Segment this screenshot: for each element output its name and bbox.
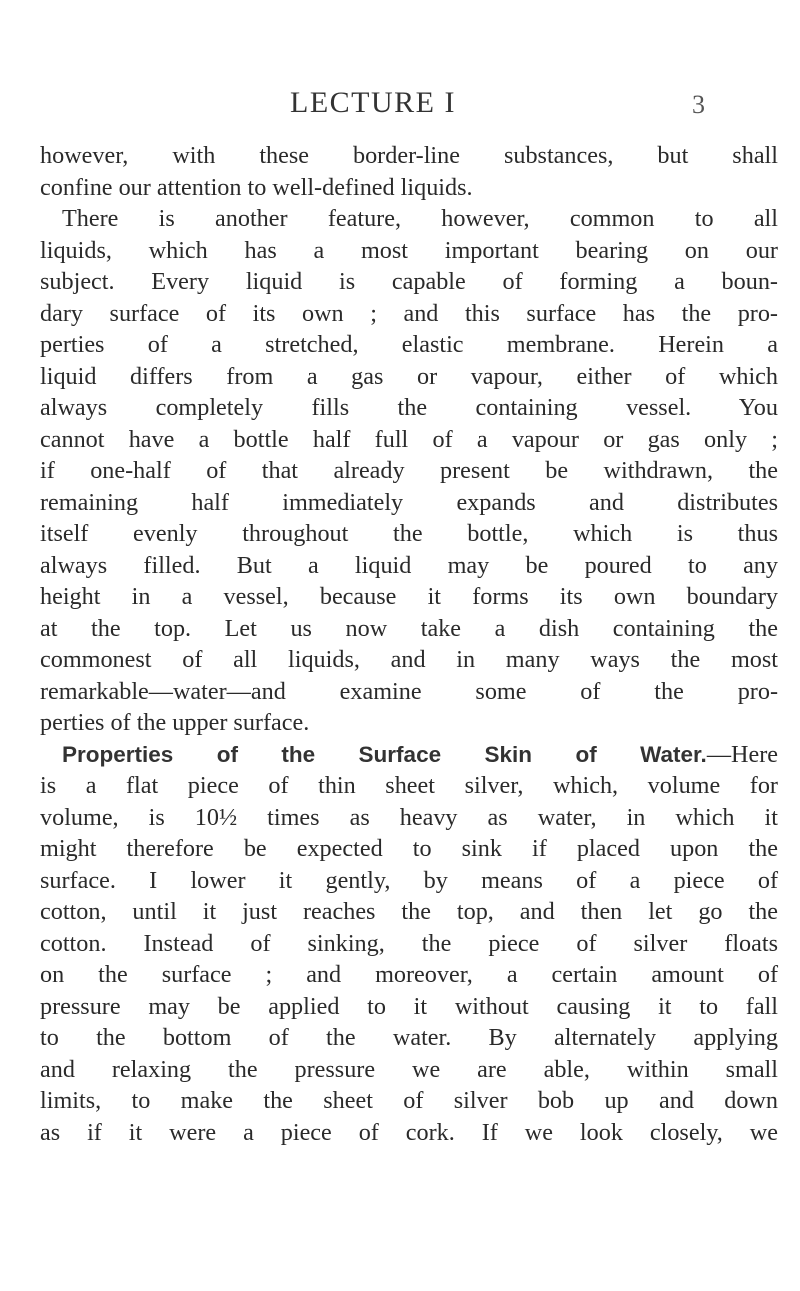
text-line: at the top. Let us now take a dish containing the xyxy=(40,614,778,642)
text-line: on the surface ; and moreover, a certain amount of xyxy=(40,961,778,988)
page-number: 3 xyxy=(692,90,705,119)
text-line: cotton, until it just reaches the top, and then let go the xyxy=(40,898,778,925)
running-head xyxy=(0,86,800,122)
section-heading: Properties of the Surface Skin of Water. xyxy=(62,741,707,767)
text-line: commonest of all liquids, and in many ways the most xyxy=(40,646,778,673)
text-line: remarkable—water—and examine some of the pro- xyxy=(40,677,778,705)
text-line: and relaxing the pressure we are able, within small xyxy=(40,1055,778,1083)
text-line: to the bottom of the water. By alternately applying xyxy=(40,1024,778,1051)
text-line: height in a vessel, because it forms its own boundary xyxy=(40,583,778,610)
text-line: limits, to make the sheet of silver bob up and down xyxy=(40,1087,778,1114)
text-line: cotton. Instead of sinking, the piece of silver floats xyxy=(40,929,778,957)
text-line: perties of the upper surface. xyxy=(40,709,310,736)
text-line: however, with these border-line substances, but shall xyxy=(40,142,778,169)
text-line: always filled. But a liquid may be poured to any xyxy=(40,551,778,579)
text-line: is a flat piece of thin sheet silver, which, volume for xyxy=(40,772,778,799)
text-line: as if it were a piece of cork. If we look closely, we xyxy=(40,1118,778,1146)
text-line: liquid differs from a gas or vapour, either of which xyxy=(40,362,778,390)
text-line: itself evenly throughout the bottle, which is thus xyxy=(40,520,778,547)
text-line: confine our attention to well-defined liquids. xyxy=(40,173,473,201)
text-line: always completely fills the containing vessel. You xyxy=(40,394,778,421)
text-line: liquids, which has a most important bearing on our xyxy=(40,236,778,264)
text-line: surface. I lower it gently, by means of a piece of xyxy=(40,866,778,894)
text-line: pressure may be applied to it without causing it to fall xyxy=(40,992,778,1020)
text-line: might therefore be expected to sink if placed upon the xyxy=(40,835,778,862)
chapter-title: LECTURE I xyxy=(290,86,456,119)
text-line: There is another feature, however, common to all xyxy=(62,205,778,232)
section-heading-tail: —Here xyxy=(706,740,778,768)
text-line: dary surface of its own ; and this surface has the pro- xyxy=(40,299,778,327)
body-text xyxy=(40,140,778,1148)
section-heading-line xyxy=(40,739,778,771)
text-line: subject. Every liquid is capable of forming a boun- xyxy=(40,268,778,295)
text-line: volume, is 10½ times as heavy as water, in which it xyxy=(40,803,778,831)
text-line: perties of a stretched, elastic membrane. Herein a xyxy=(40,331,778,358)
text-line: if one-half of that already present be withdrawn, the xyxy=(40,457,778,484)
text-line: cannot have a bottle half full of a vapour or gas only ; xyxy=(40,425,778,453)
text-line: remaining half immediately expands and distributes xyxy=(40,488,778,516)
